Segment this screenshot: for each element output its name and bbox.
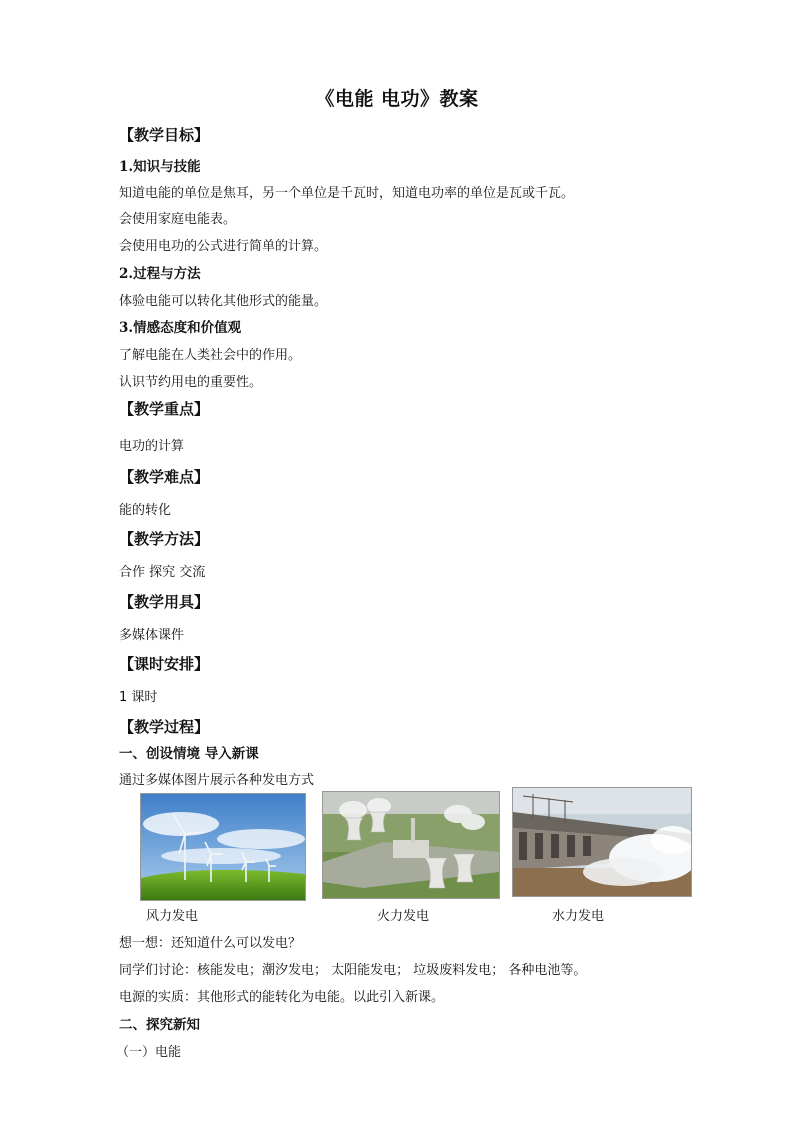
- hydro-power-photo: [512, 787, 692, 897]
- page-title: 《电能 电功》教案: [315, 88, 479, 110]
- schedule-heading: 【课时安排】: [119, 655, 210, 673]
- objective-text: 认识节约用电的重要性。: [119, 375, 263, 390]
- objective-text: 会使用电功的公式进行简单的计算。: [119, 239, 328, 254]
- photo-caption: 风力发电: [146, 909, 199, 924]
- process-method-heading: 2.过程与方法: [119, 266, 201, 282]
- difficulty-text: 能的转化: [119, 503, 172, 518]
- objectives-heading: 【教学目标】: [119, 126, 210, 144]
- discuss-text: 同学们讨论：核能发电；潮汐发电； 太阳能发电； 垃圾废料发电； 各种电池等。: [119, 963, 587, 978]
- knowledge-heading: 1.知识与技能: [119, 159, 201, 175]
- process-heading: 【教学过程】: [119, 718, 210, 736]
- part1-heading: 一、创设情境 导入新课: [119, 746, 259, 762]
- methods-text: 合作 探究 交流: [119, 565, 206, 580]
- schedule-text: 1 课时: [119, 690, 158, 705]
- difficulty-heading: 【教学难点】: [119, 468, 210, 486]
- attitude-heading: 3.情感态度和价值观: [119, 320, 242, 336]
- methods-heading: 【教学方法】: [119, 530, 210, 548]
- objective-text: 会使用家庭电能表。: [119, 212, 237, 227]
- part2-subheading: （一）电能: [116, 1045, 182, 1060]
- key-point-text: 电功的计算: [119, 439, 185, 454]
- part2-heading: 二、探究新知: [119, 1017, 200, 1033]
- intro-text: 通过多媒体图片展示各种发电方式: [119, 773, 315, 788]
- objective-text: 体验电能可以转化其他形式的能量。: [119, 294, 328, 309]
- essence-text: 电源的实质：其他形式的能转化为电能。以此引入新课。: [119, 990, 445, 1005]
- photo-caption: 水力发电: [552, 909, 605, 924]
- key-point-heading: 【教学重点】: [119, 400, 210, 418]
- think-text: 想一想：还知道什么可以发电？: [119, 936, 302, 951]
- objective-text: 知道电能的单位是焦耳，另一个单位是千瓦时，知道电功率的单位是瓦或千瓦。: [119, 186, 575, 201]
- objective-text: 了解电能在人类社会中的作用。: [119, 348, 302, 363]
- tools-heading: 【教学用具】: [119, 593, 210, 611]
- wind-power-photo: [140, 793, 306, 901]
- photo-caption: 火力发电: [377, 909, 430, 924]
- thermal-power-photo: [322, 791, 500, 899]
- tools-text: 多媒体课件: [119, 628, 185, 643]
